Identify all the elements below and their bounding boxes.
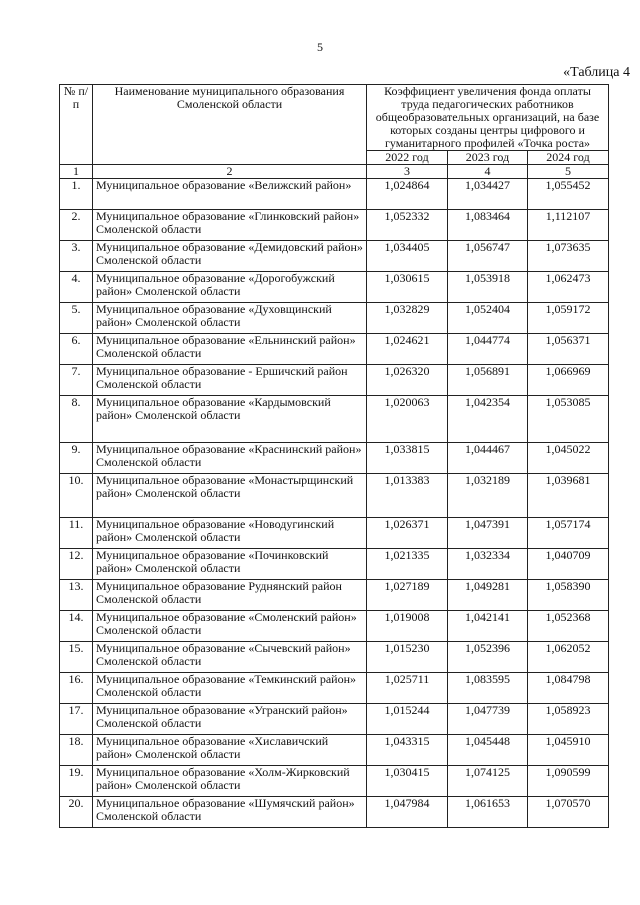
municipality-name: Муниципальное образование «Ельнинский район» Смоленской области <box>93 334 367 365</box>
coefficient-2023: 1,061653 <box>448 797 528 828</box>
coefficient-2023: 1,044467 <box>448 443 528 474</box>
municipality-name: Муниципальное образование «Сычевский район» Смоленской области <box>93 642 367 673</box>
table-row <box>60 365 609 396</box>
municipality-name: Муниципальное образование «Кардымовский район» Смоленской области <box>93 396 367 443</box>
coefficient-2024: 1,112107 <box>528 210 609 241</box>
row-number: 17. <box>60 704 93 735</box>
table-caption: «Таблица 4 <box>563 65 630 80</box>
coefficient-2022: 1,052332 <box>367 210 448 241</box>
coefficient-2024: 1,070570 <box>528 797 609 828</box>
coefficient-2022: 1,021335 <box>367 549 448 580</box>
row-number: 7. <box>60 365 93 396</box>
row-number: 1. <box>60 179 93 210</box>
coefficient-2024: 1,056371 <box>528 334 609 365</box>
municipality-name: Муниципальное образование «Смоленский район» Смоленской области <box>93 611 367 642</box>
table-row <box>60 766 609 797</box>
row-number: 3. <box>60 241 93 272</box>
municipality-name: Муниципальное образование «Новодугинский район» Смоленской области <box>93 518 367 549</box>
column-number: 1 <box>60 165 93 179</box>
table-row <box>60 797 609 828</box>
coefficient-2022: 1,030415 <box>367 766 448 797</box>
municipality-name: Муниципальное образование Руднянский район Смоленской области <box>93 580 367 611</box>
coefficient-2022: 1,019008 <box>367 611 448 642</box>
municipality-name: Муниципальное образование «Холм-Жирковский район» Смоленской области <box>93 766 367 797</box>
coefficient-2023: 1,047739 <box>448 704 528 735</box>
coefficient-2023: 1,083595 <box>448 673 528 704</box>
coefficient-2022: 1,024621 <box>367 334 448 365</box>
table-header-row <box>60 85 609 151</box>
municipality-name: Муниципальное образование «Глинковский район» Смоленской области <box>93 210 367 241</box>
coefficient-2024: 1,055452 <box>528 179 609 210</box>
header-year-2023: 2023 год <box>448 151 528 165</box>
column-number: 2 <box>93 165 367 179</box>
coefficient-2022: 1,043315 <box>367 735 448 766</box>
coefficient-2023: 1,053918 <box>448 272 528 303</box>
row-number: 9. <box>60 443 93 474</box>
table-row <box>60 611 609 642</box>
coefficient-2023: 1,074125 <box>448 766 528 797</box>
row-number: 19. <box>60 766 93 797</box>
coefficient-2023: 1,042354 <box>448 396 528 443</box>
table-row <box>60 241 609 272</box>
table-row <box>60 210 609 241</box>
row-number: 4. <box>60 272 93 303</box>
row-number: 2. <box>60 210 93 241</box>
municipality-name: Муниципальное образование «Темкинский район» Смоленской области <box>93 673 367 704</box>
row-number: 18. <box>60 735 93 766</box>
coefficient-2024: 1,058390 <box>528 580 609 611</box>
header-year-2022: 2022 год <box>367 151 448 165</box>
coefficient-2024: 1,053085 <box>528 396 609 443</box>
municipality-name: Муниципальное образование «Демидовский район» Смоленской области <box>93 241 367 272</box>
table-row <box>60 179 609 210</box>
table-row <box>60 549 609 580</box>
municipality-name: Муниципальное образование «Шумячский район» Смоленской области <box>93 797 367 828</box>
row-number: 5. <box>60 303 93 334</box>
column-number: 4 <box>448 165 528 179</box>
table-row <box>60 396 609 443</box>
municipality-name: Муниципальное образование «Монастырщинский район» Смоленской области <box>93 474 367 518</box>
coefficient-2022: 1,024864 <box>367 179 448 210</box>
municipality-name: Муниципальное образование «Велижский район» <box>93 179 367 210</box>
coefficient-2022: 1,020063 <box>367 396 448 443</box>
coefficient-2023: 1,083464 <box>448 210 528 241</box>
row-number: 14. <box>60 611 93 642</box>
table-row <box>60 443 609 474</box>
coefficient-2023: 1,052396 <box>448 642 528 673</box>
coefficient-2023: 1,034427 <box>448 179 528 210</box>
coefficient-2023: 1,032189 <box>448 474 528 518</box>
coefficient-2022: 1,033815 <box>367 443 448 474</box>
header-municipality-name: Наименование муниципального образования Смоленской области <box>93 85 367 165</box>
coefficients-table <box>59 84 609 828</box>
coefficient-2022: 1,015230 <box>367 642 448 673</box>
table-row <box>60 704 609 735</box>
coefficient-2023: 1,056891 <box>448 365 528 396</box>
coefficient-2022: 1,034405 <box>367 241 448 272</box>
header-number: № п/п <box>60 85 93 165</box>
coefficient-2024: 1,062052 <box>528 642 609 673</box>
coefficient-2022: 1,015244 <box>367 704 448 735</box>
row-number: 16. <box>60 673 93 704</box>
municipality-name: Муниципальное образование «Починковский район» Смоленской области <box>93 549 367 580</box>
coefficient-2023: 1,056747 <box>448 241 528 272</box>
table-row <box>60 518 609 549</box>
coefficient-2023: 1,032334 <box>448 549 528 580</box>
coefficient-2024: 1,057174 <box>528 518 609 549</box>
table-row <box>60 334 609 365</box>
municipality-name: Муниципальное образование «Духовщинский район» Смоленской области <box>93 303 367 334</box>
coefficient-2022: 1,026371 <box>367 518 448 549</box>
coefficient-2024: 1,058923 <box>528 704 609 735</box>
row-number: 6. <box>60 334 93 365</box>
row-number: 12. <box>60 549 93 580</box>
municipality-name: Муниципальное образование «Хиславичский район» Смоленской области <box>93 735 367 766</box>
table-row <box>60 642 609 673</box>
header-coefficient: Коэффициент увеличения фонда оплаты труда педагогических работников общеобразовательных организаций, на базе которых созданы центры цифрового и гуманитарного профилей «Точка роста» <box>367 85 609 151</box>
coefficient-2022: 1,025711 <box>367 673 448 704</box>
coefficient-2024: 1,052368 <box>528 611 609 642</box>
column-numbers-row <box>60 165 609 179</box>
header-year-2024: 2024 год <box>528 151 609 165</box>
row-number: 15. <box>60 642 93 673</box>
coefficient-2024: 1,045910 <box>528 735 609 766</box>
row-number: 20. <box>60 797 93 828</box>
coefficient-2024: 1,073635 <box>528 241 609 272</box>
coefficient-2023: 1,052404 <box>448 303 528 334</box>
coefficient-2023: 1,045448 <box>448 735 528 766</box>
coefficient-2022: 1,032829 <box>367 303 448 334</box>
coefficient-2023: 1,047391 <box>448 518 528 549</box>
coefficient-2023: 1,049281 <box>448 580 528 611</box>
column-number: 5 <box>528 165 609 179</box>
coefficient-2024: 1,090599 <box>528 766 609 797</box>
column-number: 3 <box>367 165 448 179</box>
row-number: 11. <box>60 518 93 549</box>
table-row <box>60 474 609 518</box>
row-number: 13. <box>60 580 93 611</box>
coefficient-2024: 1,062473 <box>528 272 609 303</box>
coefficient-2024: 1,059172 <box>528 303 609 334</box>
row-number: 8. <box>60 396 93 443</box>
table-row <box>60 735 609 766</box>
coefficient-2022: 1,030615 <box>367 272 448 303</box>
row-number: 10. <box>60 474 93 518</box>
coefficient-2022: 1,027189 <box>367 580 448 611</box>
table-row <box>60 580 609 611</box>
coefficient-2024: 1,066969 <box>528 365 609 396</box>
municipality-name: Муниципальное образование - Ершичский район Смоленской области <box>93 365 367 396</box>
table-row <box>60 673 609 704</box>
table-body <box>60 179 609 828</box>
coefficient-2024: 1,045022 <box>528 443 609 474</box>
coefficient-2024: 1,084798 <box>528 673 609 704</box>
municipality-name: Муниципальное образование «Дорогобужский район» Смоленской области <box>93 272 367 303</box>
table-row <box>60 272 609 303</box>
coefficient-2022: 1,013383 <box>367 474 448 518</box>
municipality-name: Муниципальное образование «Краснинский район» Смоленской области <box>93 443 367 474</box>
municipality-name: Муниципальное образование «Угранский район» Смоленской области <box>93 704 367 735</box>
coefficient-2023: 1,042141 <box>448 611 528 642</box>
coefficient-2024: 1,040709 <box>528 549 609 580</box>
table-row <box>60 303 609 334</box>
coefficient-2023: 1,044774 <box>448 334 528 365</box>
coefficient-2024: 1,039681 <box>528 474 609 518</box>
coefficient-2022: 1,026320 <box>367 365 448 396</box>
page-number: 5 <box>317 40 323 54</box>
coefficient-2022: 1,047984 <box>367 797 448 828</box>
